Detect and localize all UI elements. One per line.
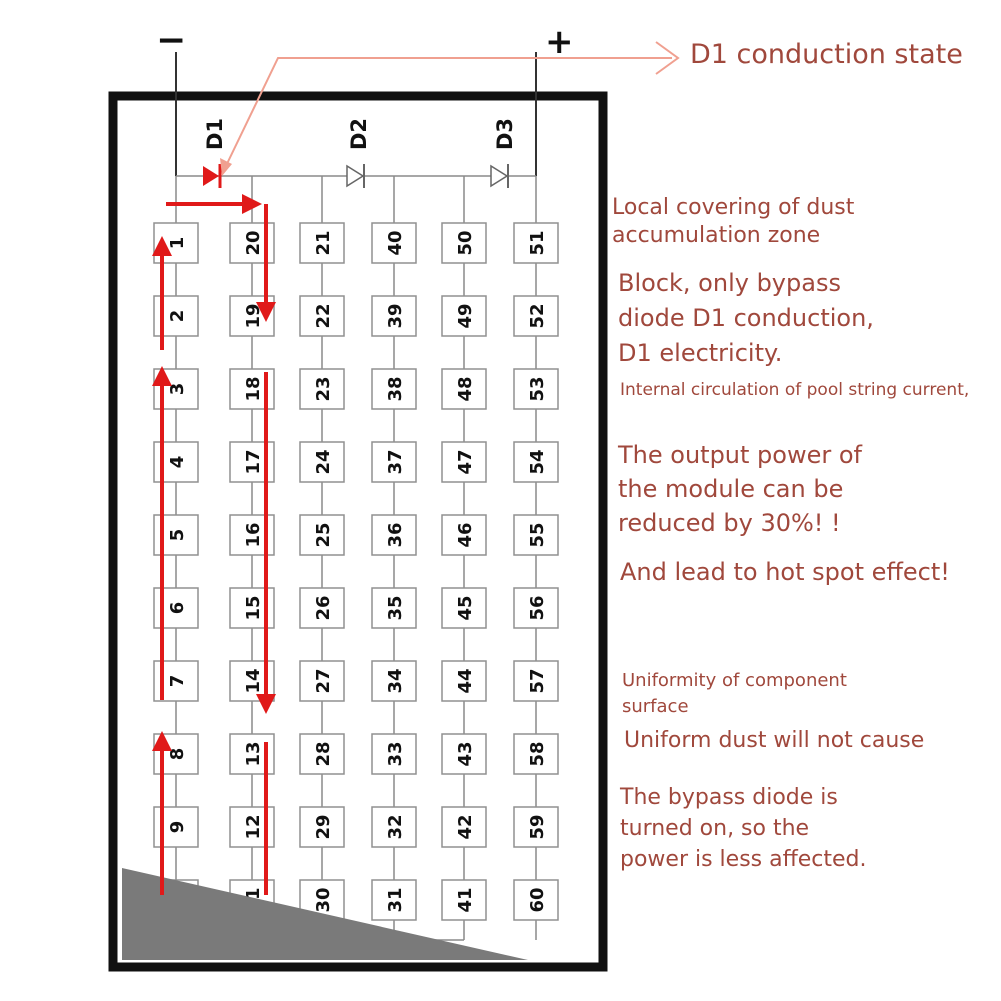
cell-number-label: 17 <box>243 449 264 475</box>
annotation-block-line-1: Block, only bypass <box>618 269 841 297</box>
cell-number-label: 57 <box>527 668 548 694</box>
annotation-local-covering <box>612 194 854 249</box>
annotation-output-line-3: reduced by 30%! ! <box>618 509 841 537</box>
annotation-output-power <box>618 438 862 540</box>
cell-number-label: 47 <box>455 449 476 475</box>
cell-number-label: 48 <box>455 376 476 402</box>
diode-label-d2: D2 <box>347 117 371 150</box>
cell-number-label: 25 <box>313 522 334 548</box>
cell-number-label: 22 <box>313 303 334 329</box>
cell-number-label: 56 <box>527 595 548 621</box>
cell-number-label: 29 <box>313 814 334 840</box>
annotation-title: D1 conduction state <box>690 39 963 70</box>
cell-number-label: 38 <box>385 376 406 402</box>
cell-number-label: 9 <box>167 820 188 834</box>
annotation-uniformity <box>622 668 847 720</box>
diode-label-d1: D1 <box>203 117 227 150</box>
cell-number-label: 44 <box>455 668 476 694</box>
cell-number-label: 21 <box>313 230 334 256</box>
cell-number-label: 7 <box>167 674 188 688</box>
cell-number-label: 18 <box>243 376 264 402</box>
cell-number-label: 2 <box>167 309 188 323</box>
annotation-uniform-dust: Uniform dust will not cause <box>624 728 925 753</box>
cell-number-label: 23 <box>313 376 334 402</box>
cell-number-label: 1 <box>167 236 188 250</box>
cell-number-label: 5 <box>167 528 188 542</box>
cell-number-label: 46 <box>455 522 476 548</box>
annotation-internal-circulation: Internal circulation of pool string current, <box>620 380 970 400</box>
annotation-hot-spot: And lead to hot spot effect! <box>620 558 950 586</box>
negative-terminal-label: − <box>156 20 187 61</box>
annotation-uniformity-line-2: surface <box>622 696 689 717</box>
cell-number-label: 35 <box>385 595 406 621</box>
annotation-bypass-line-2: turned on, so the <box>620 816 810 841</box>
cell-number-label: 28 <box>313 741 334 767</box>
cell-number-label: 58 <box>527 741 548 767</box>
annotation-local-covering-line-1: Local covering of dust <box>612 195 855 220</box>
cell-number-label: 42 <box>455 814 476 840</box>
cell-number-label: 51 <box>527 230 548 256</box>
cell-number-label: 45 <box>455 595 476 621</box>
cell-number-label: 34 <box>385 668 406 694</box>
cell-number-label: 33 <box>385 741 406 767</box>
annotation-output-line-2: the module can be <box>618 475 844 503</box>
annotation-bypass <box>620 782 867 875</box>
cell-number-label: 3 <box>167 382 188 396</box>
cell-number-label: 41 <box>455 887 476 913</box>
cell-number-label: 52 <box>527 303 548 329</box>
cell-number-label: 14 <box>243 668 264 694</box>
cell-number-label: 36 <box>385 522 406 548</box>
cell-number-label: 59 <box>527 814 548 840</box>
cell-number-label: 26 <box>313 595 334 621</box>
cell-number-label: 12 <box>243 814 264 840</box>
cell-number-label: 24 <box>313 449 334 475</box>
cell-number-label: 50 <box>455 230 476 256</box>
cell-number-label: 53 <box>527 376 548 402</box>
cell-number-label: 60 <box>527 887 548 913</box>
positive-terminal-label: + <box>545 22 574 62</box>
cell-number-label: 43 <box>455 741 476 767</box>
cell-number-label: 37 <box>385 449 406 475</box>
cell-number-label: 30 <box>313 887 334 913</box>
cell-number-label: 32 <box>385 814 406 840</box>
annotation-uniformity-line-1: Uniformity of component <box>622 670 847 691</box>
annotation-block <box>618 266 874 371</box>
cell-number-label: 54 <box>527 449 548 475</box>
cell-number-label: 31 <box>385 887 406 913</box>
cell-number-label: 20 <box>243 230 264 256</box>
diode-label-d3: D3 <box>493 117 517 150</box>
cell-number-label: 40 <box>385 230 406 256</box>
cell-number-label: 27 <box>313 668 334 694</box>
cell-number-label: 39 <box>385 303 406 329</box>
cell-number-label: 55 <box>527 522 548 548</box>
annotation-local-covering-line-2: accumulation zone <box>612 222 821 248</box>
annotation-block-line-2: diode D1 conduction, <box>618 304 874 332</box>
cell-number-label: 19 <box>243 303 264 329</box>
cell-number-label: 49 <box>455 303 476 329</box>
cell-number-label: 4 <box>167 455 188 469</box>
annotation-bypass-line-1: The bypass diode is <box>620 785 838 810</box>
cell-number-label: 6 <box>167 601 188 615</box>
cell-number-label: 13 <box>243 741 264 767</box>
annotation-output-line-1: The output power of <box>618 441 862 469</box>
cell-number-label: 16 <box>243 522 264 548</box>
cell-number-label: 8 <box>167 747 188 761</box>
annotation-block-line-3: D1 electricity. <box>618 339 783 367</box>
cell-number-label: 15 <box>243 595 264 621</box>
annotation-bypass-line-3: power is less affected. <box>620 847 867 872</box>
